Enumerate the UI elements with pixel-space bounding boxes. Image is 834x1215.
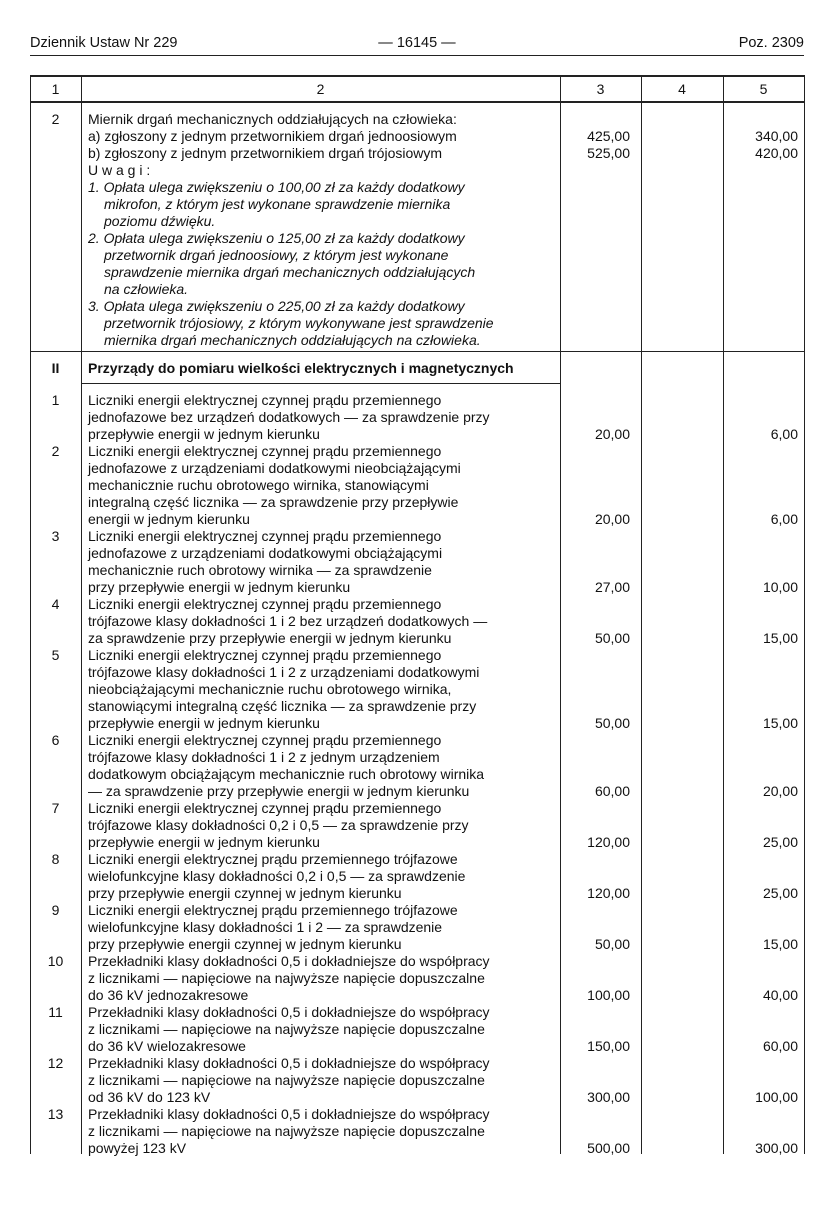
fee-col3: 20,00	[594, 426, 630, 442]
item-number: 2	[51, 443, 60, 459]
text-line: przepływie energii w jednym kierunku	[88, 715, 320, 731]
column-header-3: 3	[596, 81, 605, 97]
column-header-divider-heavy	[30, 101, 804, 103]
text-line: trójfazowe klasy dokładności 0,2 i 0,5 — za sprawdzenie przy	[88, 817, 469, 833]
fee-col5: 40,00	[762, 987, 798, 1003]
text-line: z licznikami — napięciowe na najwyższe napięcie dopuszczalne	[88, 1072, 485, 1088]
note-line: 3. Opłata ulega zwiększeniu o 225,00 zł za każdy dodatkowy	[88, 298, 465, 314]
item-description	[88, 902, 560, 953]
item-number: 5	[51, 647, 60, 663]
row-number: 2	[51, 111, 60, 127]
fee-col5: 6,00	[770, 511, 798, 527]
text-line: a) zgłoszony z jednym przetwornikiem drgań jednoosiowym	[88, 128, 457, 144]
fee-col3: 300,00	[587, 1089, 630, 1105]
text-line: z licznikami — napięciowe na najwyższe napięcie dopuszczalne	[88, 970, 485, 986]
fee-col5: 20,00	[762, 783, 798, 799]
text-line: jednofazowe bez urządzeń dodatkowych — za sprawdzenie przy	[88, 409, 490, 425]
item-description	[88, 953, 560, 1004]
item-description	[88, 732, 560, 800]
text-line: wielofunkcyjne klasy dokładności 1 i 2 — za sprawdzenie	[88, 919, 443, 935]
page-number: — 16145 —	[378, 35, 456, 51]
section-title: Przyrządy do pomiaru wielkości elektrycznych i magnetycznych	[88, 360, 514, 376]
header-rule	[30, 55, 804, 56]
journal-title: Dziennik Ustaw Nr 229	[30, 35, 178, 51]
table-left-border	[30, 75, 31, 1154]
text-line: mechanicznie ruchu obrotowego wirnika, stanowiącymi	[88, 477, 429, 493]
item-number: 6	[51, 732, 60, 748]
item-number: 11	[48, 1004, 63, 1020]
text-line: przepływie energii w jednym kierunku	[88, 834, 320, 850]
item-description	[88, 1004, 560, 1055]
note-line: 1. Opłata ulega zwiększeniu o 100,00 zł za każdy dodatkowy	[88, 179, 465, 195]
fee-col5: 25,00	[762, 834, 798, 850]
item-description	[88, 851, 560, 902]
item-number: 12	[47, 1055, 64, 1071]
notes-heading: U w a g i :	[88, 162, 151, 178]
position-number: Poz. 2309	[738, 35, 804, 51]
table-top-border	[30, 75, 804, 77]
text-line: — za sprawdzenie przy przepływie energii w jednym kierunku	[88, 783, 470, 799]
text-line: przy przepływie energii czynnej w jednym kierunku	[88, 936, 402, 952]
column-header-5: 5	[759, 81, 768, 97]
fee-col5: 340,00	[755, 128, 798, 144]
text-line: przepływie energii w jednym kierunku	[88, 426, 320, 442]
fee-col3: 60,00	[594, 783, 630, 799]
text-line: Liczniki energii elektrycznej czynnej prądu przemiennego	[88, 800, 442, 816]
meter-description	[88, 111, 560, 349]
fee-col5: 25,00	[762, 885, 798, 901]
text-line: przy przepływie energii w jednym kierunku	[88, 579, 351, 595]
text-line: Liczniki energii elektrycznej czynnej prądu przemiennego	[88, 732, 442, 748]
text-line: Liczniki energii elektrycznej czynnej prądu przemiennego	[88, 392, 442, 408]
note-line: sprawdzenie miernika drgań mechanicznych oddziałujących	[104, 264, 476, 280]
item-number: 8	[51, 851, 60, 867]
text-line: trójfazowe klasy dokładności 1 i 2 bez urządzeń dodatkowych —	[88, 613, 488, 629]
text-line: energii w jednym kierunku	[88, 511, 250, 527]
text-line: Przekładniki klasy dokładności 0,5 i dokładniejsze do współpracy	[88, 1106, 490, 1122]
text-line: do 36 kV jednozakresowe	[88, 987, 249, 1003]
fee-col3: 50,00	[594, 630, 630, 646]
text-line: mechanicznie ruch obrotowy wirnika — za sprawdzenie	[88, 562, 432, 578]
note-line: przetwornik drgań jednoosiowy, z którym jest wykonane	[104, 247, 449, 263]
text-line: Miernik drgań mechanicznych oddziałujących na człowieka:	[88, 111, 457, 127]
item-number: 9	[51, 902, 60, 918]
fee-col3: 525,00	[587, 145, 630, 161]
text-line: jednofazowe z urządzeniami dodatkowymi obciążającymi	[88, 545, 443, 561]
note-line: poziomu dźwięku.	[104, 213, 216, 229]
text-line: Liczniki energii elektrycznej czynnej prądu przemiennego	[88, 528, 442, 544]
fee-col3: 20,00	[594, 511, 630, 527]
item-description	[88, 443, 560, 528]
item-description	[88, 800, 560, 851]
item-description	[88, 1106, 560, 1157]
fee-col3: 120,00	[587, 834, 630, 850]
text-line: wielofunkcyjne klasy dokładności 0,2 i 0,5 — za sprawdzenie	[88, 868, 466, 884]
column-divider-1	[81, 75, 82, 1154]
text-line: przy przepływie energii czynnej w jednym kierunku	[88, 885, 402, 901]
fee-col3: 425,00	[587, 128, 630, 144]
item-number: 3	[51, 528, 60, 544]
text-line: Liczniki energii elektrycznej czynnej prądu przemiennego	[88, 647, 442, 663]
column-divider-3	[641, 75, 642, 1154]
item-description	[88, 1055, 560, 1106]
text-line: powyżej 123 kV	[88, 1140, 187, 1156]
text-line: jednofazowe z urządzeniami dodatkowymi nieobciążającymi	[88, 460, 461, 476]
fee-col3: 50,00	[594, 715, 630, 731]
text-line: z licznikami — napięciowe na najwyższe napięcie dopuszczalne	[88, 1123, 485, 1139]
item-description	[88, 392, 560, 443]
table-right-border	[804, 75, 805, 1154]
note-line: na człowieka.	[104, 281, 189, 297]
text-line: za sprawdzenie przy przepływie energii w jednym kierunku	[88, 630, 452, 646]
fee-col3: 27,00	[594, 579, 630, 595]
column-header-4: 4	[678, 81, 686, 97]
fee-col5: 100,00	[755, 1089, 798, 1105]
note-line: przetwornik trójosiowy, z którym wykonywane jest sprawdzenie	[104, 315, 494, 331]
fee-col5: 60,00	[762, 1038, 798, 1054]
fee-col3: 100,00	[587, 987, 630, 1003]
text-line: Przekładniki klasy dokładności 0,5 i dokładniejsze do współpracy	[88, 1004, 490, 1020]
text-line: od 36 kV do 123 kV	[88, 1089, 211, 1105]
fee-col5: 15,00	[762, 630, 798, 646]
note-line: 2. Opłata ulega zwiększeniu o 125,00 zł za każdy dodatkowy	[88, 230, 465, 246]
text-line: Przekładniki klasy dokładności 0,5 i dokładniejsze do współpracy	[88, 953, 490, 969]
text-line: trójfazowe klasy dokładności 1 i 2 z urządzeniami dodatkowymi	[88, 664, 480, 680]
fee-col3: 120,00	[587, 885, 630, 901]
item-number: 7	[51, 800, 60, 816]
text-line: trójfazowe klasy dokładności 1 i 2 z jednym urządzeniem	[88, 749, 440, 765]
fee-col3: 500,00	[587, 1140, 630, 1156]
fee-col3: 50,00	[594, 936, 630, 952]
note-line: miernika drgań mechanicznych oddziałujących na człowieka.	[104, 332, 481, 348]
section-title-underline	[81, 383, 560, 384]
text-line: do 36 kV wielozakresowe	[88, 1038, 246, 1054]
text-line: b) zgłoszony z jednym przetwornikiem drgań trójosiowym	[88, 145, 443, 161]
note-line: mikrofon, z którym jest wykonane sprawdzenie miernika	[104, 196, 451, 212]
column-header-1: 1	[51, 81, 60, 97]
text-line: integralną część licznika — za sprawdzenie przy przepływie	[88, 494, 459, 510]
column-header-2: 2	[316, 81, 325, 97]
item-description	[88, 596, 560, 647]
item-description	[88, 647, 560, 732]
fee-col5: 15,00	[762, 715, 798, 731]
text-line: Liczniki energii elektrycznej prądu przemiennego trójfazowe	[88, 902, 458, 918]
fee-col5: 15,00	[762, 936, 798, 952]
text-line: Liczniki energii elektrycznej czynnej prądu przemiennego	[88, 443, 442, 459]
text-line: dodatkowym obciążającym mechanicznie ruch obrotowy wirnika	[88, 766, 485, 782]
fee-col5: 10,00	[762, 579, 798, 595]
section-divider-top	[30, 351, 804, 352]
text-line: z licznikami — napięciowe na najwyższe napięcie dopuszczalne	[88, 1021, 485, 1037]
fee-col5: 300,00	[755, 1140, 798, 1156]
text-line: nieobciążającymi mechanicznie ruchu obrotowego wirnika,	[88, 681, 452, 697]
fee-col5: 420,00	[755, 145, 798, 161]
fee-col5: 6,00	[770, 426, 798, 442]
text-line: stanowiącymi integralną część licznika — za sprawdzenie przy	[88, 698, 477, 714]
text-line: Liczniki energii elektrycznej czynnej prądu przemiennego	[88, 596, 442, 612]
text-line: Liczniki energii elektrycznej prądu przemiennego trójfazowe	[88, 851, 458, 867]
column-divider-4	[723, 75, 724, 1154]
item-number: 1	[51, 392, 60, 408]
text-line: Przekładniki klasy dokładności 0,5 i dokładniejsze do współpracy	[88, 1055, 490, 1071]
section-number: II	[51, 360, 60, 376]
item-number: 13	[47, 1106, 64, 1122]
fee-col3: 150,00	[587, 1038, 630, 1054]
item-number: 4	[51, 596, 60, 612]
item-description	[88, 528, 560, 596]
item-number: 10	[47, 953, 64, 969]
